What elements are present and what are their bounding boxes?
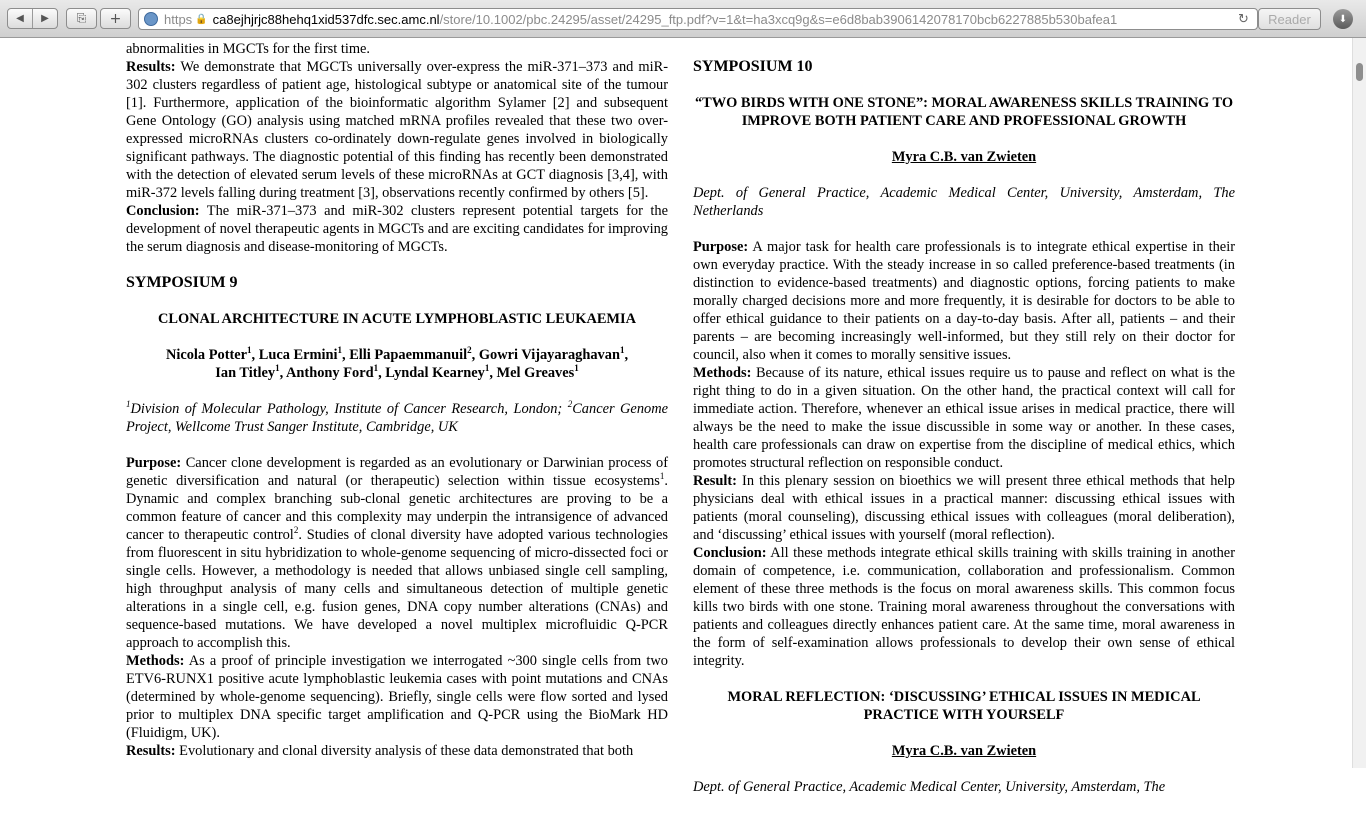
downloads-icon[interactable]: ⬇ — [1333, 9, 1353, 29]
url-host: ca8ejhjrjc88hehq1xid537dfc.sec.amc.nl — [212, 11, 440, 27]
methods-paragraph — [126, 652, 668, 742]
results2-paragraph — [126, 742, 668, 760]
add-tab-icon: + — [109, 10, 122, 27]
purpose-text: Cancer clone development is regarded as an evolutionary or Darwinian process of genetic diversification and natural (or therapeutic) selection within tissue ecosystems — [126, 455, 668, 489]
scrollbar-thumb[interactable] — [1356, 63, 1363, 81]
author-superscript: 1 — [574, 363, 579, 374]
abstract-title-2: MORAL REFLECTION: ‘DISCUSSING’ ETHICAL ISSUES IN MEDICAL PRACTICE WITH YOURSELF — [727, 689, 1201, 723]
conclusion-label: Conclusion: — [693, 545, 767, 561]
author-name: , Luca Ermini — [251, 347, 338, 363]
result-paragraph — [693, 472, 1235, 544]
vertical-scrollbar[interactable] — [1352, 38, 1366, 768]
result-text: In this plenary session on bioethics we will present three ethical methods that help physicians deal with ethical issues in a practical manner: discussing ethical issues with patients (moral counseling), discussing ethical issues with colleagues (moral deliberation), and ‘discussing’ ethical issues with yourself (moral reflection). — [693, 473, 1235, 543]
author-superscript: 1 — [337, 345, 342, 356]
purpose-paragraph — [693, 238, 1235, 364]
address-bar[interactable] — [138, 8, 1258, 30]
methods-label: Methods: — [126, 653, 185, 669]
reader-button[interactable]: Reader — [1258, 8, 1321, 30]
conclusion-label: Conclusion: — [126, 203, 200, 219]
author-superscript: 1 — [619, 345, 625, 356]
back-icon[interactable]: ◀ — [16, 13, 24, 24]
right-column — [693, 58, 1235, 814]
left-column — [126, 40, 668, 760]
citation-superscript: 1 — [659, 471, 665, 482]
author-name: , Gowri Vijayaraghavan — [471, 347, 620, 363]
results2-label: Results: — [126, 743, 176, 759]
author-name: Ian Titley — [215, 365, 276, 381]
author-superscript: 1 — [247, 345, 252, 356]
methods-text: Because of its nature, ethical issues require us to pause and reflect on what is the right thing to do in a given situation. On the other hand, the practical context will call for immediate action. Therefore, whenever an ethical issue arises in medical practice, there will always be the need to make the issue discussible in some way or another. In these cases, health care professionals can draw on expertise from the discipline of medical ethics, which promotes structural reflection on responsible conduct. — [693, 365, 1235, 471]
purpose-text: . Studies of clonal diversity have adopted various technologies from fluorescent in situ hybridization to whole-genome sequencing of micro-dissected foci or single cells. However, a methodology is needed that allows unbiased single cell sampling, high throughput analysis of many cells and simultaneous detection of multiple genetic alterations in a single cell, e.g. fusion genes, DNA copy number alterations (CNAs) and sequence-based mutations. We have developed a novel multiplex microfluidic Q-PCR approach to accomplish this. — [126, 527, 668, 651]
abstract-title: “TWO BIRDS WITH ONE STONE”: MORAL AWARENESS SKILLS TRAINING TO IMPROVE BOTH PATIENT CARE AND PROFESSIONAL GROWTH — [694, 95, 1234, 129]
affiliation-2: Dept. of General Practice, Academic Medical Center, University, Amsterdam, The — [693, 779, 1166, 795]
pdf-document — [0, 38, 1352, 795]
conclusion-paragraph — [126, 202, 668, 256]
author-name-2: Myra C.B. van Zwieten — [891, 743, 1037, 759]
results-text: We demonstrate that MGCTs universally over-express the miR-371–373 and miR-302 clusters regardless of patient age, histological subtype or anatomical site of the tumour [1]. Furthermore, application of the bioinformatic algorithm Sylamer [2] and subsequent Gene Ontology (GO) analysis using matched mRNA profiles revealed that these two over-expressed microRNAs clusters co-ordinately down-regulate genes involved in biologically significant pathways. The diagnostic potential of this finding has recently been demonstrated with the detection of elevated serum levels of these microRNAs at GCT diagnosis [3,4], with miR-372 levels falling during treatment [3], observations recently confirmed by others [5]. — [126, 59, 668, 201]
author-superscript: 2 — [467, 345, 472, 356]
globe-icon — [144, 12, 158, 26]
lock-icon: 🔒 — [195, 13, 208, 25]
purpose-label: Purpose: — [693, 239, 749, 255]
affiliation-text: Division of Molecular Pathology, Institute of Cancer Research, London; — [130, 401, 568, 417]
forward-icon[interactable]: ▶ — [32, 9, 57, 28]
abstract-title: CLONAL ARCHITECTURE IN ACUTE LYMPHOBLASTIC LEUKAEMIA — [157, 311, 637, 327]
author-name: , Anthony Ford — [279, 365, 374, 381]
symposium-heading: SYMPOSIUM 10 — [693, 58, 813, 75]
methods-text: As a proof of principle investigation we interrogated ~300 single cells from two ETV6-RUNX1 positive acute lymphoblastic leukemia cases with point mutations and CNAs (determined by whole-genome sequencing). Briefly, single cells were flow sorted and lysed prior to multiplex DNA specific target amplification and Q-PCR using the BioMark HD (Fluidigm, UK). — [126, 653, 668, 741]
new-tab-button[interactable] — [100, 8, 131, 29]
purpose-paragraph — [126, 454, 668, 652]
url-path: /store/10.1002/pbc.24295/asset/24295_ftp.pdf?v=1&t=ha3xcq9g&s=e6d8bab3906142078170bcb6227885b530bafea1 — [439, 11, 1118, 27]
author-name: Myra C.B. van Zwieten — [891, 149, 1037, 165]
citation-superscript: 2 — [293, 525, 299, 536]
nav-button-group — [7, 8, 58, 29]
author-superscript: 1 — [275, 363, 280, 374]
author-name: Nicola Potter — [165, 347, 248, 363]
purpose-text: A major task for health care professionals is to integrate ethical expertise in their own everyday practice. With the steady increase in so called preference-based treatments (in distinction to evidence-based treatments) and diagnostic options, forcing patients to make morally charged decisions more and more frequently, it is desirable for doctors to be able to offer ethical guidance to their patients on a day-to-day basis. After all, patients – and their parents – are becoming increasingly well-informed, but they still rely on their doctor for council, also when it comes to morally sensitive issues. — [693, 239, 1235, 363]
share-button[interactable] — [66, 8, 97, 29]
methods-label: Methods: — [693, 365, 752, 381]
intro-line: abnormalities in MGCTs for the first time. — [126, 41, 370, 57]
results-label: Results: — [126, 59, 176, 75]
conclusion-text: The miR-371–373 and miR-302 clusters represent potential targets for the development of novel therapeutic agents in MGCTs and are exciting candidates for improving the serum diagnosis and disease-monitoring of MGCTs. — [126, 203, 668, 255]
share-icon: ⎘ — [76, 11, 87, 25]
symposium-heading: SYMPOSIUM 9 — [126, 274, 238, 291]
author-name: , Elli Papaemmanuil — [342, 347, 468, 363]
browser-toolbar — [0, 0, 1366, 38]
affiliation-superscript: 1 — [126, 399, 131, 410]
affiliation-superscript: 2 — [567, 399, 573, 410]
purpose-label: Purpose: — [126, 455, 182, 471]
author-name: , Mel Greaves — [489, 365, 575, 381]
reload-icon[interactable]: ↻ — [1238, 12, 1249, 27]
results-paragraph — [126, 58, 668, 202]
affiliation: Dept. of General Practice, Academic Medical Center, University, Amsterdam, The Netherlands — [693, 185, 1235, 219]
author-list — [126, 346, 668, 382]
author-name: , Lyndal Kearney — [378, 365, 485, 381]
affiliation-text: Cancer Genome Project, Wellcome Trust Sanger Institute, Cambridge, UK — [126, 401, 668, 435]
author-superscript: 1 — [484, 363, 490, 374]
purpose-text: . Dynamic and complex branching sub-clonal genetic architectures are proving to be a common feature of cancer and this complexity may underpin the intransigence of advanced cancer to therapeutic control — [126, 473, 668, 543]
affiliation — [126, 400, 668, 436]
conclusion-text: All these methods integrate ethical skills training with skills training in another domain of competence, i.e. communication, collaboration and professionalism. Common element of these three methods is the focus on moral awareness skills. This common focus kills two birds with one stone. Training moral awareness throughout the conversations with patients and colleagues directly enhances patient care. At the same time, moral awareness in the form of self-examination allows professionals to develop their own sense of ethical integrity. — [693, 545, 1235, 669]
methods-paragraph — [693, 364, 1235, 472]
result-label: Result: — [693, 473, 737, 489]
author-separator: , — [624, 347, 629, 363]
author-superscript: 1 — [373, 363, 379, 374]
conclusion-paragraph — [693, 544, 1235, 670]
url-scheme: https — [164, 11, 193, 27]
results2-text: Evolutionary and clonal diversity analysis of these data demonstrated that both — [175, 743, 634, 759]
